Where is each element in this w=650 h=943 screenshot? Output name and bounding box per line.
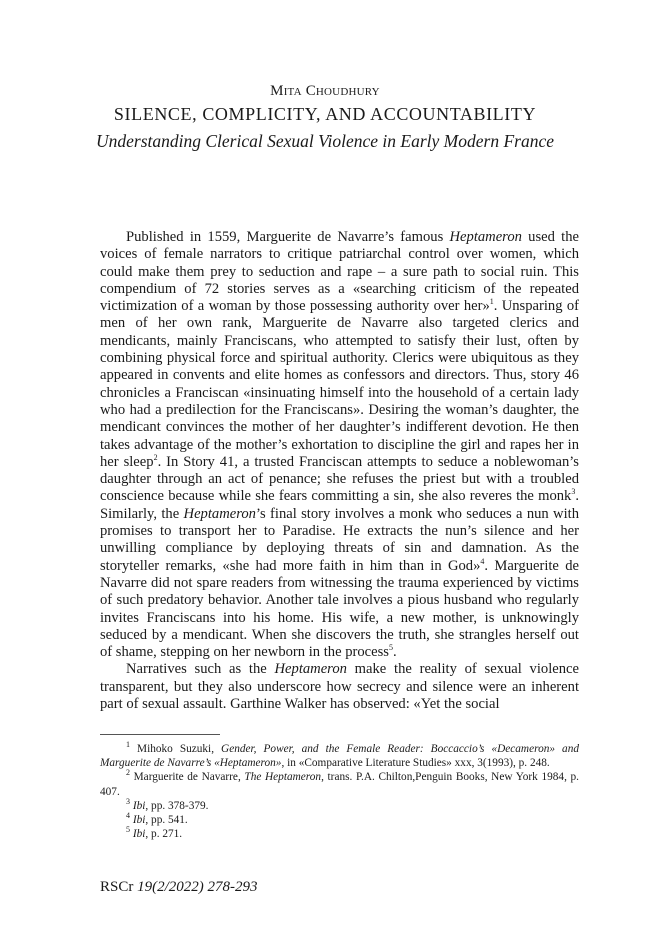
page-footer — [100, 879, 258, 896]
footnote-3: $^3$ Ibi, pp. 378-379. — [126, 797, 209, 812]
author-name: Mita Choudhury — [270, 83, 380, 99]
paragraph-2: Narratives such as the Heptameron make the reality of sexual violence transparent, but they also underscore how secrecy and silence were an inherent part of sexual assault. Garthine Walker has observed: «Yet the social — [100, 661, 579, 713]
footnote-ref-3[interactable]: 3 — [571, 487, 576, 497]
journal-reference: 19(2/2022) 278-293 — [137, 879, 258, 895]
article-title: SILENCE, COMPLICITY, AND ACCOUNTABILITY — [113, 104, 537, 124]
article-subtitle: Understanding Clerical Sexual Violence in Early Modern France — [96, 131, 554, 151]
footnote-1: $^1$ Mihoko Suzuki, Gender, Power, and the Female Reader: Boccaccio’s «Decameron» and Marguerite de Navarre’s «Heptameron», in «Comparative Literature Studies» xxx, 3(1993), p. 248. — [100, 740, 579, 770]
journal-abbrev: RSCr — [100, 879, 138, 895]
footnote-4: $^4$ Ibi, pp. 541. — [126, 811, 188, 827]
footnote-ref-5[interactable]: 5 — [388, 643, 393, 653]
footnotes — [100, 742, 579, 841]
footnote-5: $^5$ Ibi, p. 271. — [126, 825, 183, 841]
article-body — [100, 229, 579, 713]
footnote-2: $^2$ Marguerite de Navarre, The Heptameron, trans. P.A. Chilton,Penguin Books, New York 1984, p. 407. — [100, 768, 580, 798]
paragraph-1: Published in 1559, Marguerite de Navarre’s famous Heptameron used the voices of female narrators to critique patriarchal control over women, which could make them prey to seduction and rape – a sure path to social ruin. This compendium of 72 stories serves as a «searching criticism of the repeated victimization of a woman by those possessing authority over her»$^1$. Unsparing of men of her own rank, Marguerite de Navarre also targeted clerics and mendicants, mainly Franciscans, who attempted to satisfy their lust, often by combining physical force and spiritual authority. Clerics were ubiquitous as they appeared in convents and elite homes as confessors and directors. Thus, story 46 chronicles a Franciscan «insinuating himself into the household of a certain lady who had a predilection for the Franciscans». Desiring the woman’s daughter, the mendicant convinces the mother of her daughter’s indifferent devotion. He then takes advantage of the mother’s exhortation to discipline the girl and rapes her in her sleep$^2$. In Story 41, a trusted Franciscan attempts to seduce a noblewoman’s daughter through an act of penance; she refuses the priest but with a troubled conscience because while she fears committing a sin, she also reveres the monk$^3$. Similarly, the Heptameron’s final story involves a monk who seduces a nun with promises to transport her to Paradise. He extracts the nun’s silence and her unwilling compliance by deploying threats of sin and damnation. As the storyteller remarks, «she had more faith in him than in God»$^4$. Marguerite de Navarre did not spare readers from witnessing the trauma experienced by victims of such predatory behavior. Another tale involves a pious husband who regularly invites Franciscans into his home. His wife, a new mother, is unknowingly seduced by a mendicant. When she discovers the truth, she strangles herself out of shame, stepping on her newborn in the process$^5$. — [100, 229, 579, 661]
footnote-divider — [100, 734, 220, 735]
footnote-ref-2[interactable]: 2 — [153, 453, 158, 462]
footnote-ref-1[interactable]: 1 — [489, 297, 494, 307]
footnote-ref-4[interactable]: 4 — [480, 556, 485, 566]
